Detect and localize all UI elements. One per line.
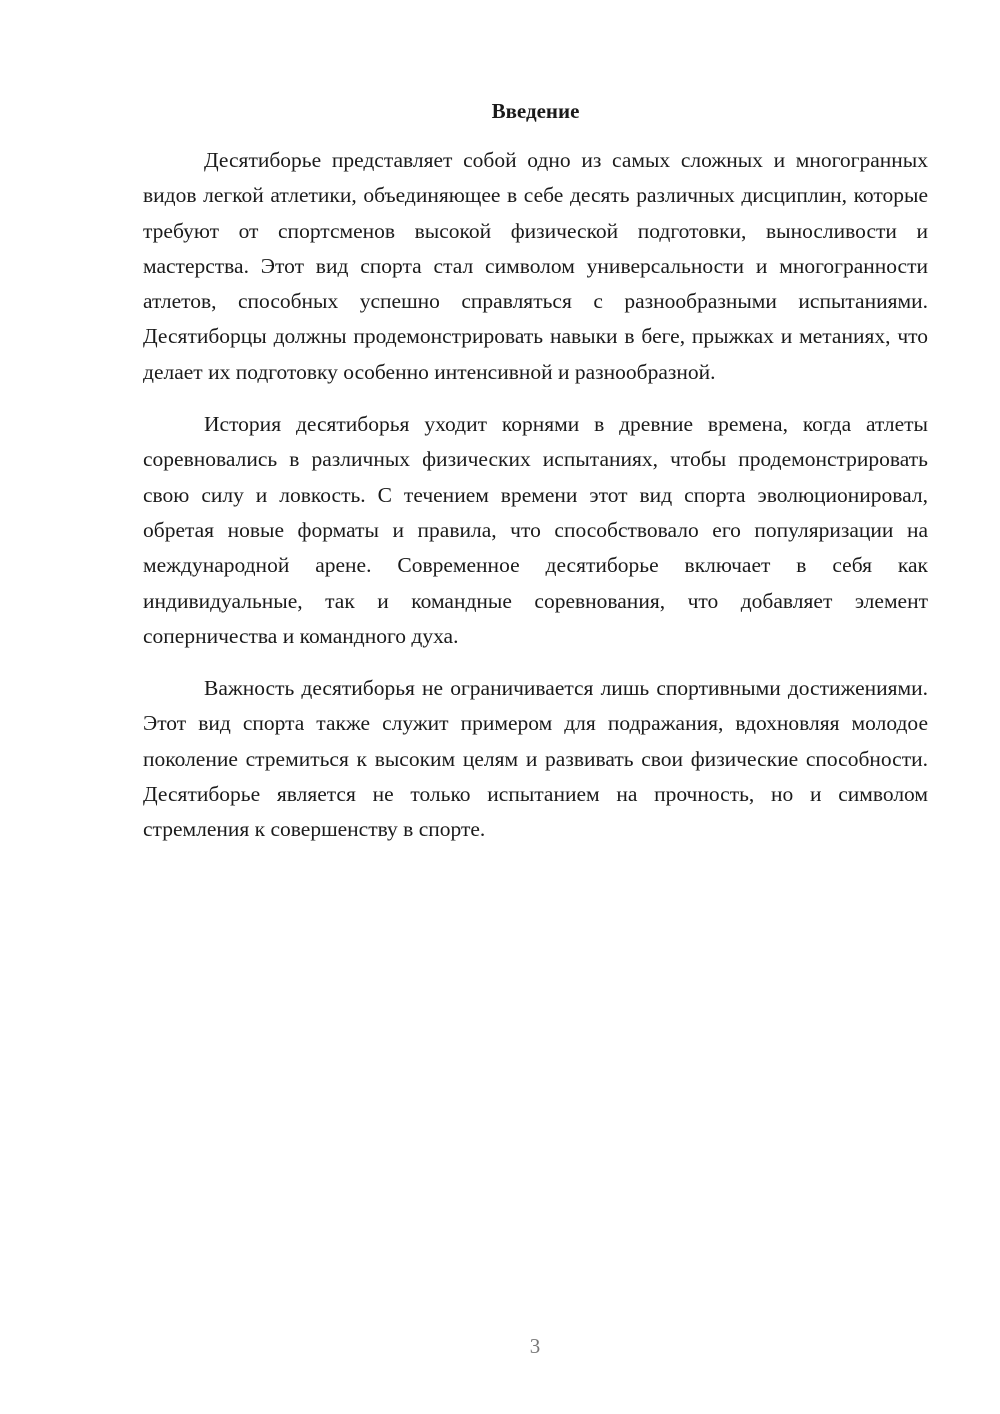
body-text — [143, 143, 928, 865]
paragraph-3: Важность десятиборья не ограничивается лишь спортивными достижениями. Этот вид спорта также служит примером для подражания, вдохновляя молодое поколение стремиться к высоким целям и развивать свои физические способности. Десятиборье является не только испытанием на прочность, но и символом стремления к совершенству в спорте. — [143, 676, 928, 842]
section-heading: Введение — [491, 99, 580, 123]
page-number: 3 — [529, 1334, 541, 1358]
paragraph-2: История десятиборья уходит корнями в древние времена, когда атлеты соревновались в различных физических испытаниях, чтобы продемонстрировать свою силу и ловкость. С течением времени этот вид спорта эволюционировал, обретая новые форматы и правила, что способствовало его популяризации на международной арене. Современное десятиборье включает в себя как индивидуальные, так и командные соревнования, что добавляет элемент соперничества и командного духа. — [143, 412, 928, 648]
paragraph-1: Десятиборье представляет собой одно из самых сложных и многогранных видов легкой атлетики, объединяющее в себе десять различных дисциплин, которые требуют от спортсменов высокой физической подготовки, выносливости и мастерства. Этот вид спорта стал символом универсальности и многогранности атлетов, способных успешно справляться с разнообразными испытаниями. Десятиборцы должны продемонстрировать навыки в беге, прыжках и метаниях, что делает их подготовку особенно интенсивной и разнообразной. — [143, 148, 928, 384]
